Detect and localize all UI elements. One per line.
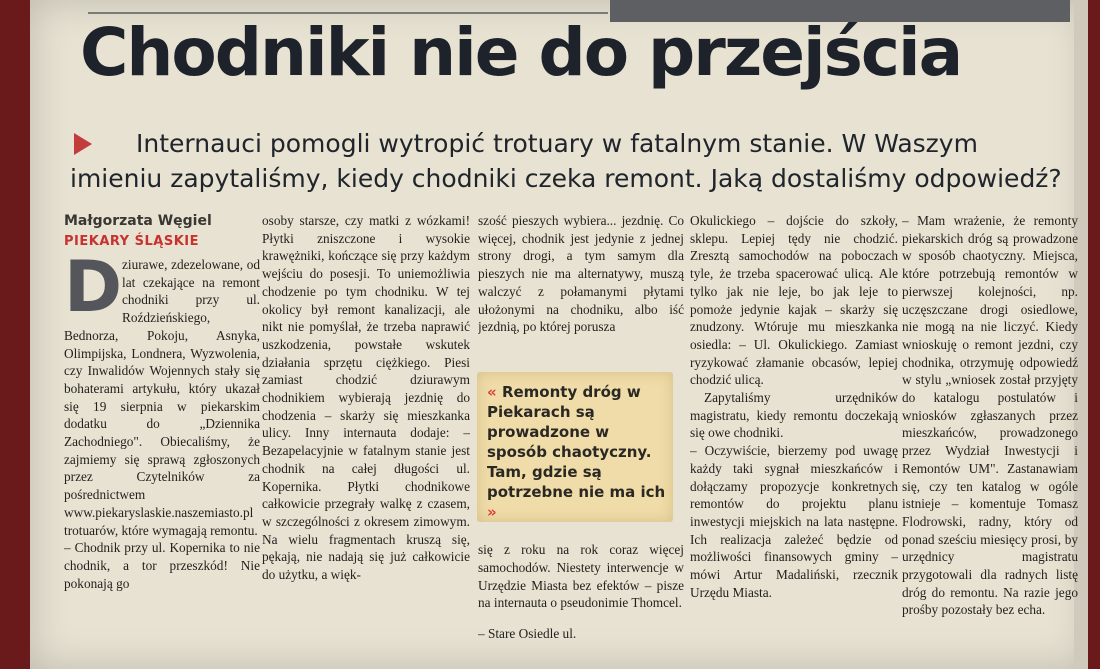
- column-5-text: – Mam wrażenie, że remonty piekarskich dróg są prowadzone w sposób chaotyczny. Miejsca, które potrzebują remontów w pierwszej kolejności, np. uczęszczane drogi osiedlowe, nie mogą na nie liczyć. Kiedy wnioskuję o remont jezdni, czy chodnika, otrzymuję odpowiedź w stylu „wniosek został przyjęty do katalogu postulatów i wniosków zgłaszanych przez mieszkańców, prowadzonego przez Wydział Inwestycji i Remontów UM". Zastanawiam się, czy ten katalog w ogóle istnieje – komentuje Tomasz Flodrowski, radny, który od ponad sześciu miesięcy prosi, by urzędnicy magistratu przygotowali dla radnych listę dróg do remontu. Na razie jego prośby pozostały bez echa.: [902, 213, 1078, 618]
- newspaper-page: [30, 0, 1088, 669]
- pull-quote-body: Remonty dróg w Piekarach są prowadzone w sposób chaotyczny. Tam, gdzie są potrzebne nie ma ich: [487, 383, 666, 501]
- column-1: [64, 256, 260, 656]
- quote-close-mark: »: [487, 503, 497, 521]
- column-3-text-c: – Stare Osiedle ul.: [478, 626, 577, 642]
- column-2: [262, 212, 470, 652]
- pull-quote: [477, 372, 673, 522]
- quote-open-mark: «: [487, 383, 497, 401]
- column-3-top: [478, 212, 684, 362]
- column-3-text-b: się z roku na rok coraz więcej samochodów. Niestety interwencje w Urzędzie Miasta bez efektów – pisze na internauta o pseudonimie Thomcel.: [478, 542, 684, 611]
- column-4-text-c: – Oczywiście, bierzemy pod uwagę każdy taki sygnał mieszkańców i dołączamy propozycje konkretnych remontów do projektu planu inwestycji miejskich na lata następne. Ich realizacja zależeć będzie od możliwości finansowych gminy – mówi Artur Madaliński, rzecznik Urzędu Miasta.: [690, 443, 898, 600]
- lead-paragraph: Internauci pomogli wytropić trotuary w fatalnym stanie. W Waszym imieniu zapytaliśmy, kiedy chodniki czeka remont. Jaką dostaliśmy odpowiedź?: [70, 129, 1062, 193]
- column-5: [902, 212, 1078, 652]
- column-1-text: ziurawe, zdezelowane, od lat czekające na remont chodniki przy ul. Roździeńskiego, Bednorza, Pokoju, Asnyka, Olimpijska, Londnera, Wyzwolenia, czy Inwalidów Wojennych stały się bohaterami artykułu, który ukazał się 19 sierpnia w piekarskim dodatku do „Dziennika Zachodniego". Obiecaliśmy, że zajmiemy się sprawą zgłoszonych przez Czytelników za pośrednictwem www.piekaryslaskie.naszemiasto.pl trotuarów, które wymagają remontu.: [64, 257, 260, 538]
- column-2-text: osoby starsze, czy matki z wózkami! Płytki zniszczone i wysokie krawężniki, kończące się przy każdym wejściu do posesji. To uniemożliwia chodzenie po tym chodniku. W tej okolicy był remont kanalizacji, ale nikt nie pomyślał, że trzeba naprawić uszkodzenia, powstałe wskutek działania sprzętu ciężkiego. Piesi zamiast chodzić dziurawym chodnikiem wybierają jezdnię do chodzenia – skarży się mieszkanka ulicy. Inny internauta dodaje: – Bezapelacyjnie w fatalnym stanie jest chodnik na całej długości ul. Kopernika. Płytki chodnikowe całkowicie przegrały walkę z czasem, w szczególności z okresem zimowym. Na wielu fragmentach kruszą się, pękają, nie nadają się już całkowicie do użytku, a więk-: [262, 213, 470, 583]
- drop-cap: D: [64, 256, 123, 328]
- byline-location: PIEKARY ŚLĄSKIE: [64, 234, 199, 249]
- column-4: [690, 212, 898, 652]
- column-3-text: szość pieszych wybiera... jezdnię. Co więcej, chodnik jest jedynie z jednej strony drogi, a tym samym dla pieszych nie ma alternatywy, muszą walczyć z połamanymi płytami ułożonymi na chodniku, albo iść jezdnią, po której porusza: [478, 213, 684, 335]
- column-1-text-b: – Chodnik przy ul. Kopernika to nie chodnik, a tor przeszkód! Nie pokonają go: [64, 540, 260, 591]
- pull-quote-text: [487, 382, 667, 522]
- column-4-text-b: Zapytaliśmy urzędników magistratu, kiedy remontu doczekają się owe chodniki.: [690, 390, 898, 441]
- column-4-text: Okulickiego – dojście do szkoły, sklepu. Lepiej tędy nie chodzić. Zresztą samochodów na poboczach tyle, że trzeba spacerować ulicą. Ale tylko jak nie leje, bo jak leje to pomoże jedynie kajak – skarży się znudzony. Wtóruje mu mieszkanka osiedla: – Ul. Okulickiego. Zamiast ryzykować złamanie obcasów, lepiej chodzić ulicą.: [690, 213, 898, 388]
- byline-author: Małgorzata Węgiel: [64, 213, 212, 229]
- headline: Chodniki nie do przejścia: [80, 14, 962, 91]
- column-3-bottom: [478, 528, 684, 658]
